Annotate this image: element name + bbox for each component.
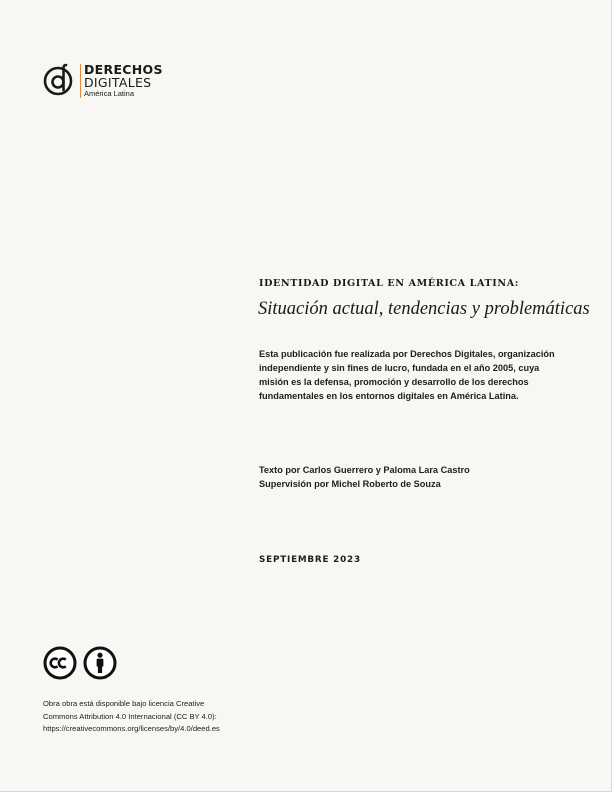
logo-line-1: DERECHOS <box>84 62 163 77</box>
license-url[interactable]: https://creativecommons.org/licenses/by/4.0/deed.es <box>43 724 220 733</box>
text-author-credit: Texto por Carlos Guerrero y Paloma Lara Castro <box>259 465 470 475</box>
license-notice <box>43 698 220 736</box>
license-line: Commons Attribution 4.0 Internacional (CC BY 4.0): <box>43 711 217 721</box>
logo-divider <box>80 64 81 98</box>
supervision-credit: Supervisión por Michel Roberto de Souza <box>259 479 441 489</box>
creative-commons-icon <box>43 646 77 680</box>
derechos-digitales-logo <box>43 62 173 102</box>
page-title: Situación actual, tendencias y problemáticas <box>258 299 590 319</box>
description-line: independiente y sin fines de lucro, fundada en el año 2005, cuya <box>259 363 540 373</box>
description-line: misión es la defensa, promoción y desarrollo de los derechos <box>259 377 529 387</box>
attribution-icon <box>83 646 117 680</box>
publication-date: SEPTIEMBRE 2023 <box>259 555 361 565</box>
title-kicker: IDENTIDAD DIGITAL EN AMÉRICA LATINA: <box>259 278 519 289</box>
description-paragraph <box>259 347 579 403</box>
license-icons <box>43 646 123 682</box>
logo-subtitle: América Latina <box>84 89 135 98</box>
description-line: Esta publicación fue realizada por Derechos Digitales, organización <box>259 349 555 359</box>
description-line: fundamentales en los entornos digitales en América Latina. <box>259 391 519 401</box>
credits <box>259 463 579 491</box>
logo-line-2: DIGITALES <box>84 75 152 90</box>
license-line: Obra obra está disponible bajo licencia Creative <box>43 699 205 708</box>
at-sign-d-icon <box>43 63 77 97</box>
